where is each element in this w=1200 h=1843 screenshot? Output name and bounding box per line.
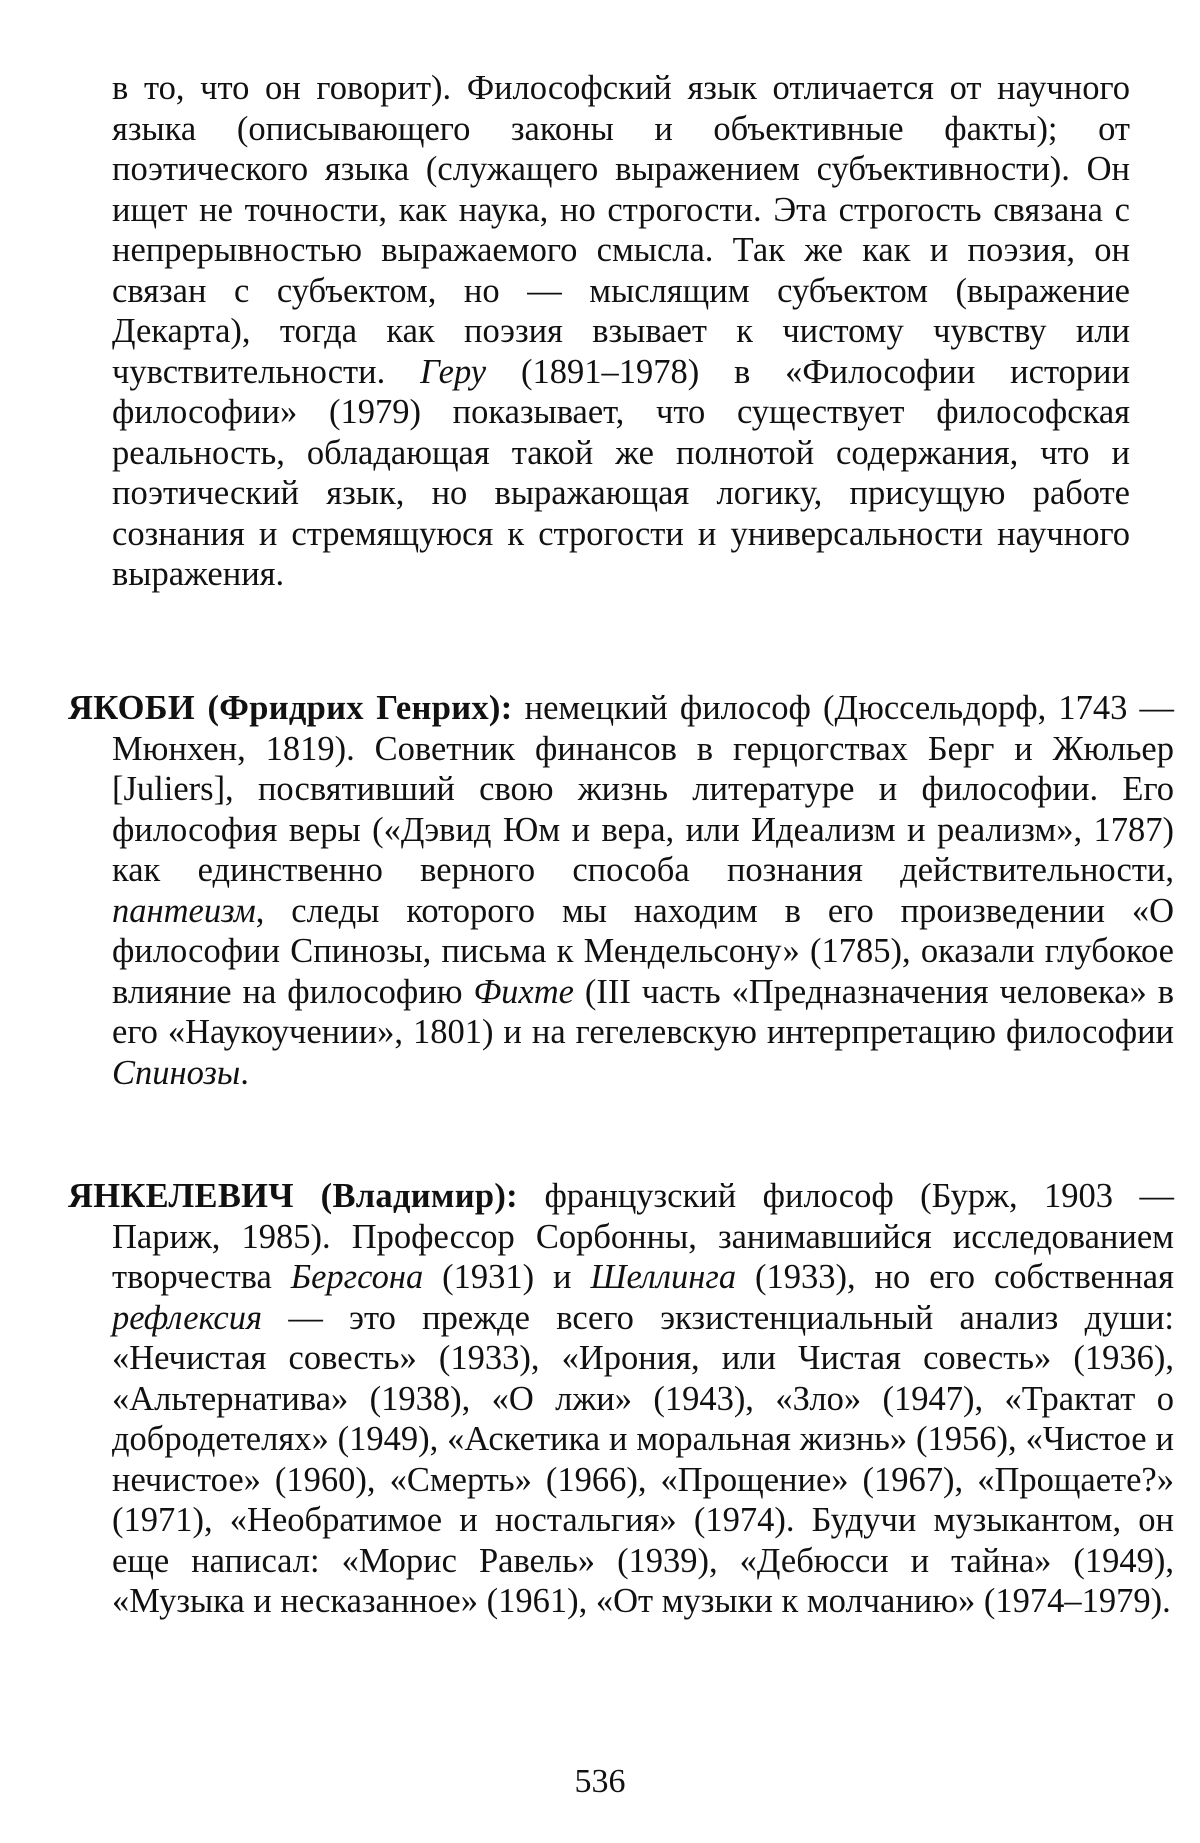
page-number: 536 <box>574 1763 626 1800</box>
italic-reference: пантеизм <box>112 891 256 930</box>
entry-headword: ЯКОБИ (Фридрих Генрих): <box>68 689 513 727</box>
italic-reference: Геру <box>420 352 487 391</box>
text-run: (1931) и <box>423 1258 591 1296</box>
text-run: в то, что он говорит). Философский язык отличается от научного языка (описывающего законы и объективные факты); от поэтического языка (служащего выражением субъективности). Он ищет не точности, как наука, но строгости. Эта строгость связана с непрерывностью выражаемого смысла. Так же как и поэзия, он связан с субъектом, но — мыслящим субъектом (выражение Декарта), тогда как поэзия взывает к чистому чувству или чувствительности. <box>112 69 1130 391</box>
dictionary-entry-jacobi <box>68 688 1174 1093</box>
text-run: (1891–1978) в «Философии истории философии» (1979) показывает, что существует философская реальность, обладающая такой же полнотой содержания, что и поэтический язык, но выражающая логику, присущую работе сознания и стремящуюся к строгости и универсальности научного выражения. <box>112 352 1130 593</box>
continued-paragraph <box>112 68 1130 595</box>
italic-reference: Спинозы <box>112 1053 241 1092</box>
text-run: . <box>240 1053 249 1092</box>
italic-reference: Шеллинга <box>590 1258 737 1296</box>
text-run: (III часть «Предназначения человека» в его «Наукоучении», 1801) и на гегелевскую интерпретацию философии <box>112 972 1174 1051</box>
italic-reference: рефлексия <box>112 1298 262 1337</box>
entry-headword: ЯНКЕЛЕВИЧ (Владимир): <box>68 1177 518 1215</box>
entry-body <box>112 689 1174 1092</box>
dictionary-entry-jankelevitch <box>68 1176 1174 1622</box>
text-run: немецкий философ (Дюссельдорф, 1743 — Мюнхен, 1819). Советник финансов в герцогствах Берг и Жюльер [Juliers], посвятивший свою жизнь литературе и философии. Его философия веры («Дэвид Юм и вера, или Идеализм и реализм», 1787) как единственно верного способа познания действительности, <box>112 689 1174 889</box>
italic-reference: Бергсона <box>290 1258 424 1296</box>
entry-body <box>112 1177 1174 1620</box>
text-run: французский философ (Бурж, 1903 — Париж, 1985). Профессор Сорбонны, занимавшийся исследованием творчества <box>112 1177 1175 1296</box>
text-run: — это прежде всего экзистенциальный анализ души: «Нечистая совесть» (1933), «Ирония, или Чистая совесть» (1936), «Альтернатива» (1938), «О лжи» (1943), «Зло» (1947), «Трактат о добродетелях» (1949), «Аскетика и моральная жизнь» (1956), «Чистое и нечистое» (1960), «Смерть» (1966), «Прощение» (1967), «Прощаете?» (1971), «Необратимое и ностальгия» (1974). Будучи музыкантом, он еще написал: «Морис Равель» (1939), «Дебюсси и тайна» (1949), «Музыка и несказанное» (1961), «От музыки к молчанию» (1974–1979). <box>112 1298 1174 1620</box>
text-run: (1933), но его собственная <box>736 1258 1174 1296</box>
italic-reference: Фихте <box>473 972 574 1011</box>
text-run: , следы которого мы находим в его произведении «О философии Спинозы, письма к Мендельсону» (1785), оказали глубокое влияние на философию <box>112 891 1174 1011</box>
